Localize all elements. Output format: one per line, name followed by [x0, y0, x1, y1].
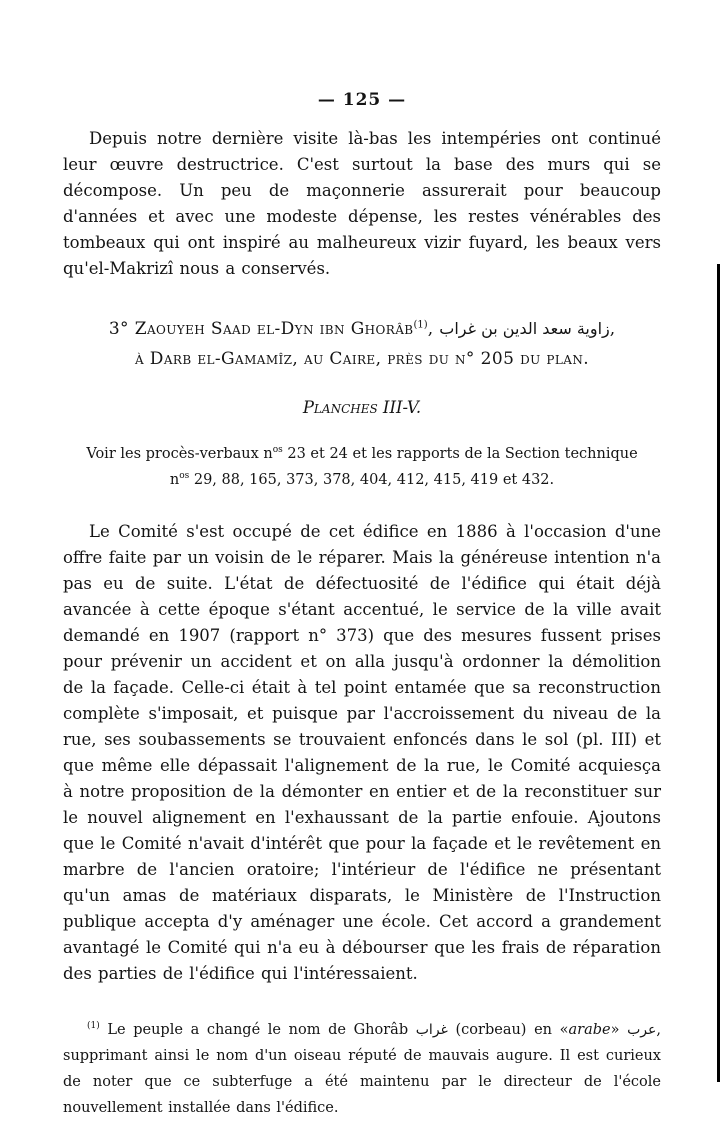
- reference-note-rest1: 23 et 24 et les rapports de la Section technique: [282, 446, 638, 462]
- reference-note-line2: [63, 467, 661, 493]
- footnote-reference: (1): [413, 319, 428, 331]
- reference-note-prefix2: n: [169, 472, 180, 488]
- footnote-arabic-ghorab: غراب: [415, 1022, 448, 1038]
- footnote-start: Le peuple a changé le nom de Ghorâb: [99, 1022, 416, 1038]
- plates-line: Planches III-V.: [302, 398, 422, 417]
- section-heading-arabic: زاوية سعد الدين بن غراب: [439, 319, 610, 338]
- footnote-middle2: »: [610, 1022, 628, 1038]
- footnote-italic-word: arabe: [568, 1022, 611, 1038]
- reference-note-sup2: os: [179, 471, 190, 482]
- footnote-rest: , supprimant ainsi le nom d'un oiseau réputé de mauvais augure. Il est curieux de noter que ce subterfuge a été maintenu par le directeur de l'école nouvellement installée dans l'édifice.: [63, 1022, 661, 1116]
- reference-note-line1: [63, 441, 661, 467]
- section-heading-line1: [63, 314, 661, 344]
- reference-note-sup1: os: [272, 445, 283, 456]
- section-heading-separator: ,: [427, 319, 440, 339]
- footnote-arabic-arab: عرب: [627, 1022, 657, 1038]
- footnote-middle1: (corbeau) en «: [447, 1022, 569, 1038]
- section-heading: [63, 314, 661, 374]
- footnote-marker: (1): [87, 1021, 100, 1032]
- section-heading-latin: 3° Zaouyeh Saad el-Dyn ibn Ghorâb: [108, 319, 414, 339]
- reference-note-rest2: 29, 88, 165, 373, 378, 404, 412, 415, 419 et 432.: [189, 472, 555, 488]
- page-number: — 125 —: [317, 90, 407, 110]
- section-heading-line1-end: ,: [609, 319, 616, 339]
- reference-note: [63, 441, 661, 493]
- section-heading-line2: à Darb el-Gamamîz, au Caire, près du n° 205 du plan.: [134, 349, 590, 369]
- footnote: [63, 1017, 661, 1121]
- reference-note-prefix1: Voir les procès-verbaux n: [86, 446, 273, 462]
- intro-paragraph: Depuis notre dernière visite là-bas les intempéries ont continué leur œuvre destructrice. C'est surtout la base des murs qui se décompose. Un peu de maçonnerie assurerait pour beaucoup d'années et avec une modeste dépense, les restes vénérables des tombeaux qui ont inspiré au malheureux vizir fuyard, les beaux vers qu'el-Makrizî nous a conservés.: [63, 129, 661, 278]
- body-paragraph: Le Comité s'est occupé de cet édifice en 1886 à l'occasion d'une offre faite par un voisin de le réparer. Mais la généreuse intention n'a pas eu de suite. L'état de défectuosité de l'édifice qui était déjà avancée à cette époque s'étant accentué, le service de la ville avait demandé en 1907 (rapport n° 373) que des mesures fussent prises pour prévenir un accident et on alla jusqu'à ordonner la démolition de la façade. Celle-ci était à tel point entamée que sa reconstruction complète s'imposait, et puisque par l'accroissement du niveau de la rue, ses soubassements se trouvaient enfoncés dans le sol (pl. III) et que même elle dépassait l'alignement de la rue, le Comité acquiesça à notre proposition de la démonter en entier et de la reconstituer sur le nouvel alignement en l'exhaussant de la partie enfouie. Ajoutons que le Comité n'avait d'intérêt que pour la façade et le revêtement en marbre de l'ancien oratoire; l'intérieur de l'édifice ne présentant qu'un amas de matériaux disparats, le Ministère de l'Instruction publique accepta d'y aménager une école. Cet accord a grandement avantagé le Comité qui n'a eu à débourser que les frais de réparation des parties de l'édifice qui l'intéressaient.: [63, 522, 661, 983]
